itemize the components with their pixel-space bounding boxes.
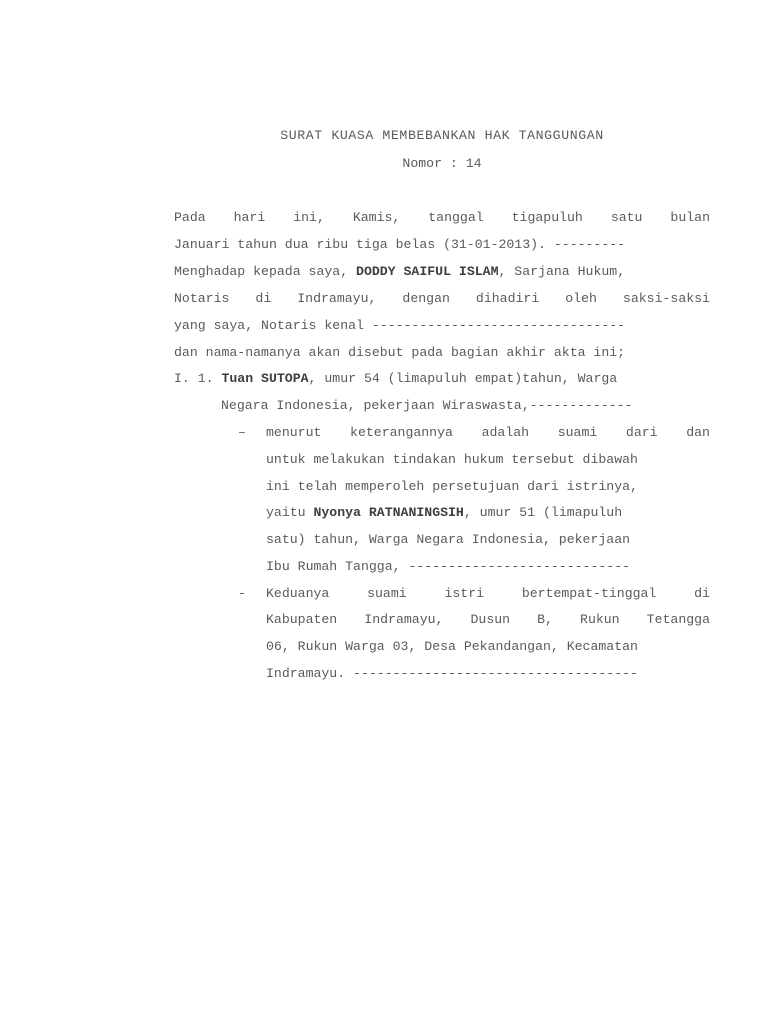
word: Dusun <box>470 612 511 627</box>
paragraph-line-2: Januari tahun dua ribu tiga belas (31-01-2013). --------- <box>174 237 626 252</box>
word: saksi-saksi <box>622 291 710 306</box>
line-text: , umur 51 (limapuluh <box>463 505 623 520</box>
bullet-line-7 <box>266 584 710 604</box>
document-title: SURAT KUASA MEMBEBANKAN HAK TANGGUNGAN <box>280 128 604 143</box>
word: dengan <box>402 291 450 306</box>
word: hari <box>233 210 266 225</box>
line-text: , umur 54 (limapuluh empat)tahun, Warga <box>308 371 618 386</box>
word: Indramayu, <box>364 612 444 627</box>
word: dan <box>686 425 710 440</box>
word: adalah <box>481 425 530 440</box>
word: di <box>694 586 710 601</box>
party-line-2: Negara Indonesia, pekerjaan Wiraswasta,------------- <box>221 398 633 413</box>
bullet-line-4 <box>266 503 710 523</box>
notary-name: DODDY SAIFUL ISLAM <box>356 264 499 279</box>
line-text: Menghadap kepada saya, <box>174 264 357 279</box>
word: dihadiri <box>475 291 540 306</box>
word: Kabupaten <box>266 612 338 627</box>
word: Notaris <box>174 291 230 306</box>
word: Indramayu, <box>297 291 377 306</box>
bullet-line-5: satu) tahun, Warga Negara Indonesia, pekerjaan <box>266 532 631 547</box>
bullet-line-1 <box>266 423 710 443</box>
word: keterangannya <box>350 425 453 440</box>
word: bulan <box>670 210 710 225</box>
bullet-line-2: untuk melakukan tindakan hukum tersebut dibawah <box>266 452 638 467</box>
bullet-dash: - <box>238 586 246 601</box>
bullet-line-9: 06, Rukun Warga 03, Desa Pekandangan, Kecamatan <box>266 639 638 654</box>
word: tanggal <box>428 210 484 225</box>
bullet-dash: – <box>238 425 246 440</box>
spouse-name: Nyonya RATNANINGSIH <box>313 505 464 520</box>
party-name: Tuan SUTOPA <box>221 371 309 386</box>
bullet-line-8 <box>266 610 710 630</box>
paragraph-line-3 <box>174 262 710 282</box>
line-text: , Sarjana Hukum, <box>498 264 626 279</box>
word: Rukun <box>580 612 620 627</box>
word: bertempat-tinggal <box>521 586 657 601</box>
line-text: I. 1. <box>174 371 222 386</box>
word: suami <box>557 425 598 440</box>
word: satu <box>610 210 643 225</box>
word: B, <box>537 612 553 627</box>
word: oleh <box>565 291 597 306</box>
word: dari <box>625 425 658 440</box>
word: Tetangga <box>646 612 710 627</box>
word: di <box>255 291 272 306</box>
word: menurut <box>266 425 322 440</box>
bullet-line-10: Indramayu. ------------------------------------ <box>266 666 638 681</box>
line-text: yaitu <box>266 505 314 520</box>
bullet-line-3: ini telah memperoleh persetujuan dari istrinya, <box>266 479 638 494</box>
word: Kamis, <box>352 210 401 225</box>
word: suami <box>367 586 407 601</box>
word: Pada <box>174 210 206 225</box>
document-number: Nomor : 14 <box>402 156 482 171</box>
party-line-1 <box>174 369 710 389</box>
bullet-line-6: Ibu Rumah Tangga, ---------------------------- <box>266 559 631 574</box>
word: ini, <box>293 210 325 225</box>
paragraph-line-4 <box>174 289 710 309</box>
word: tigapuluh <box>511 210 583 225</box>
word: Keduanya <box>266 586 330 601</box>
paragraph-line-5: yang saya, Notaris kenal -------------------------------- <box>174 318 626 333</box>
word: istri <box>444 586 485 601</box>
paragraph-line-6: dan nama-namanya akan disebut pada bagian akhir akta ini; <box>174 345 626 360</box>
paragraph-line-1 <box>174 208 710 228</box>
